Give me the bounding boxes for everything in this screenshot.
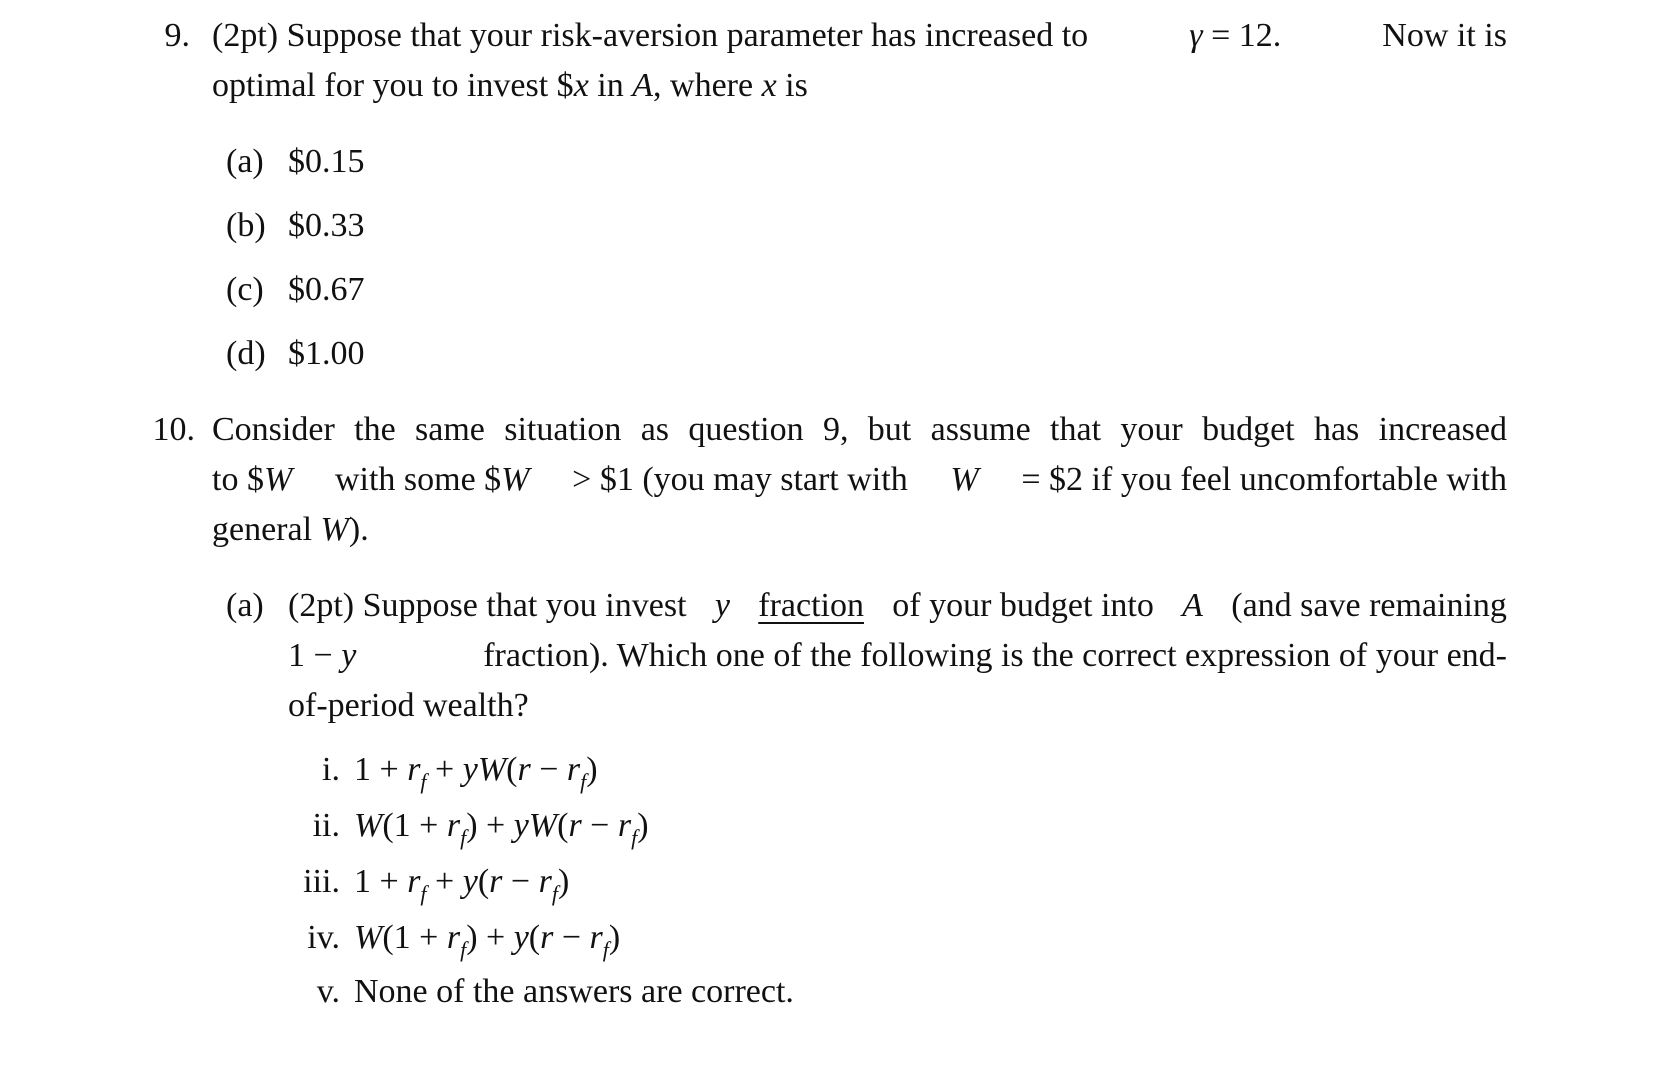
question-10-line-3: general W). bbox=[212, 511, 369, 548]
subquestion-a-line-3: of-period wealth? bbox=[288, 687, 529, 724]
subquestion-a-line-2: 1 − y fraction). Which one of the following is the correct expression of your end- bbox=[288, 637, 1507, 674]
choice-expression: $W(1 + r_f) + yW(r - r_f)$ bbox=[354, 807, 649, 850]
gamma-expression: γ = 12. bbox=[1189, 17, 1282, 54]
option-b: (b) $0.33 bbox=[226, 207, 365, 244]
subquestion-label: (a) bbox=[226, 587, 264, 624]
choice-expression: $1 + r_f + yW(r - r_f)$ bbox=[354, 751, 598, 794]
document-page: 9. (2pt) Suppose that your risk-aversion parameter has increased to γ = 12. Now it is optimal for you to invest $x in A, where x is (a) $0.15 (b) $0.33 (c) $0.67 (d) $1.00 10. Consider the same situation as question 9, but assume that your budget has increased to $W with some $W > $1 (you may start with W = $2 if you feel uncomfortable with general W). (a) (2pt) Suppose that you invest y fraction of your budget into A (and save remaining 1 − y fraction). Which one of the following is the correct expression of your end- of-period wealth? i. $1 + r_f + yW(r - r_f)$ ii. $W(1 + r_f) + yW(r - r_f)$ iii. $1 + r_f + y(r - r_f)$ iv. $W(1 + r_f) + y(r - r_f)$ v. None of the answers are correct. bbox=[0, 0, 1668, 1088]
question-10-line-2: to $W with some $W > $1 (you may start with W = $2 if you feel uncomfortable with bbox=[212, 461, 1507, 498]
question-text: (2pt) Suppose that your risk-aversion parameter has increased to bbox=[212, 17, 1089, 54]
question-number: 10. bbox=[152, 411, 195, 448]
choice-expression: $1 + r_f + y(r - r_f)$ bbox=[354, 863, 570, 906]
question-9-line-2: optimal for you to invest $x in A, where x is bbox=[212, 67, 808, 104]
question-number: 9. bbox=[164, 17, 190, 54]
question-text-tail: Now it is bbox=[1382, 17, 1507, 54]
option-a: (a) $0.15 bbox=[226, 143, 365, 180]
option-d: (d) $1.00 bbox=[226, 335, 365, 372]
underlined-fraction: fraction bbox=[758, 587, 864, 624]
subquestion-a-line-1: (2pt) Suppose that you invest y fraction of your budget into A (and save remaining bbox=[288, 587, 1507, 624]
question-9-line-1 bbox=[212, 16, 1507, 56]
option-c: (c) $0.67 bbox=[226, 271, 365, 308]
question-10-line-1: Consider the same situation as question 9, but assume that your budget has increased bbox=[212, 411, 1507, 448]
choice-expression: $W(1 + r_f) + y(r - r_f)$ bbox=[354, 919, 621, 962]
choice-expression: None of the answers are correct. bbox=[354, 973, 794, 1010]
